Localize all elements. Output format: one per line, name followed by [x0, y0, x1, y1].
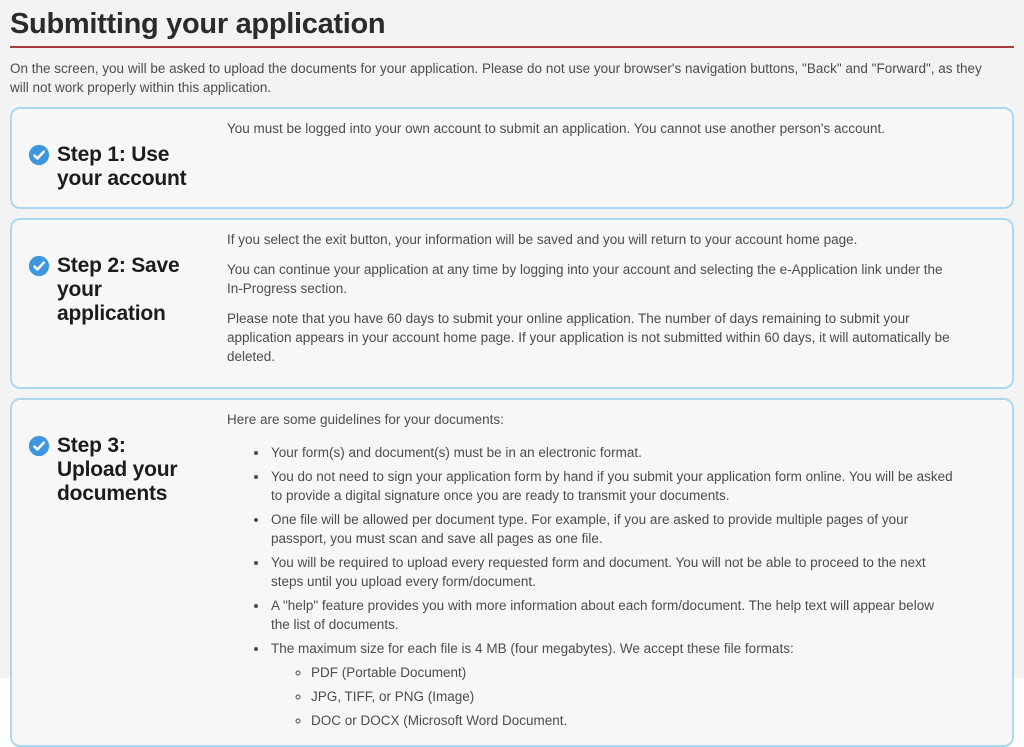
- list-item: • You do not need to sign your application form by hand if you submit your application form online. You will be asked to provide a digital signature once you are ready to transmit your documents.: [269, 467, 956, 505]
- list-item: ◦ PDF (Portable Document): [311, 663, 956, 682]
- list-item: • Your form(s) and document(s) must be in an electronic format.: [269, 443, 956, 462]
- list-item: [269, 639, 956, 730]
- step-1-content: [217, 109, 1012, 207]
- step-3-heading: Step 3: Upload your documents: [57, 434, 178, 505]
- step-1-heading: Step 1: Use your account: [57, 143, 187, 190]
- step-2-heading-block: [12, 220, 217, 387]
- check-circle-icon: [28, 435, 50, 457]
- step-3-guidelines-intro: Here are some guidelines for your documents:: [227, 412, 504, 427]
- step-1-paragraph: You must be logged into your own account to submit an application. You cannot use another person's account.: [227, 121, 886, 136]
- list-item: • You will be required to upload every requested form and document. You will not be able to proceed to the next steps until you upload every form/document.: [269, 553, 956, 591]
- step-2-content: [217, 220, 1012, 387]
- list-item: • A "help" feature provides you with more information about each form/document. The help text will appear below the list of documents.: [269, 596, 956, 634]
- page-title: Submitting your application: [10, 6, 1014, 48]
- step-3-heading-block: [12, 400, 217, 745]
- check-circle-icon: [28, 255, 50, 277]
- document-guidelines-list: [227, 443, 956, 730]
- step-2-paragraph: If you select the exit button, your information will be saved and you will return to your account home page.: [227, 232, 858, 247]
- list-item: • One file will be allowed per document type. For example, if you are asked to provide multiple pages of your passport, you must scan and save all pages as one file.: [269, 510, 956, 548]
- list-item: ◦ DOC or DOCX (Microsoft Word Document.: [311, 711, 956, 730]
- step-1-card: [10, 107, 1014, 209]
- step-3-card: [10, 398, 1014, 747]
- list-item-text: The maximum size for each file is 4 MB (four megabytes). We accept these file formats:: [271, 641, 794, 656]
- intro-paragraph: On the screen, you will be asked to upload the documents for your application. Please do not use your browser's navigation buttons, "Back" and "Forward", as they will not work properly within this application.: [10, 61, 982, 95]
- step-2-card: [10, 218, 1014, 389]
- step-2-paragraph: Please note that you have 60 days to submit your online application. The number of days remaining to submit your application appears in your account home page. If your application is not submitted within 60 days, it will automatically be deleted.: [227, 311, 950, 364]
- check-circle-icon: [28, 144, 50, 166]
- step-2-paragraph: You can continue your application at any time by logging into your account and selecting the e-Application link under the In-Progress section.: [227, 262, 943, 296]
- step-1-heading-block: [12, 109, 217, 207]
- step-2-heading: Step 2: Save your application: [57, 254, 180, 325]
- file-formats-list: [271, 663, 956, 730]
- list-item: ◦ JPG, TIFF, or PNG (Image): [311, 687, 956, 706]
- step-3-content: [217, 400, 1012, 745]
